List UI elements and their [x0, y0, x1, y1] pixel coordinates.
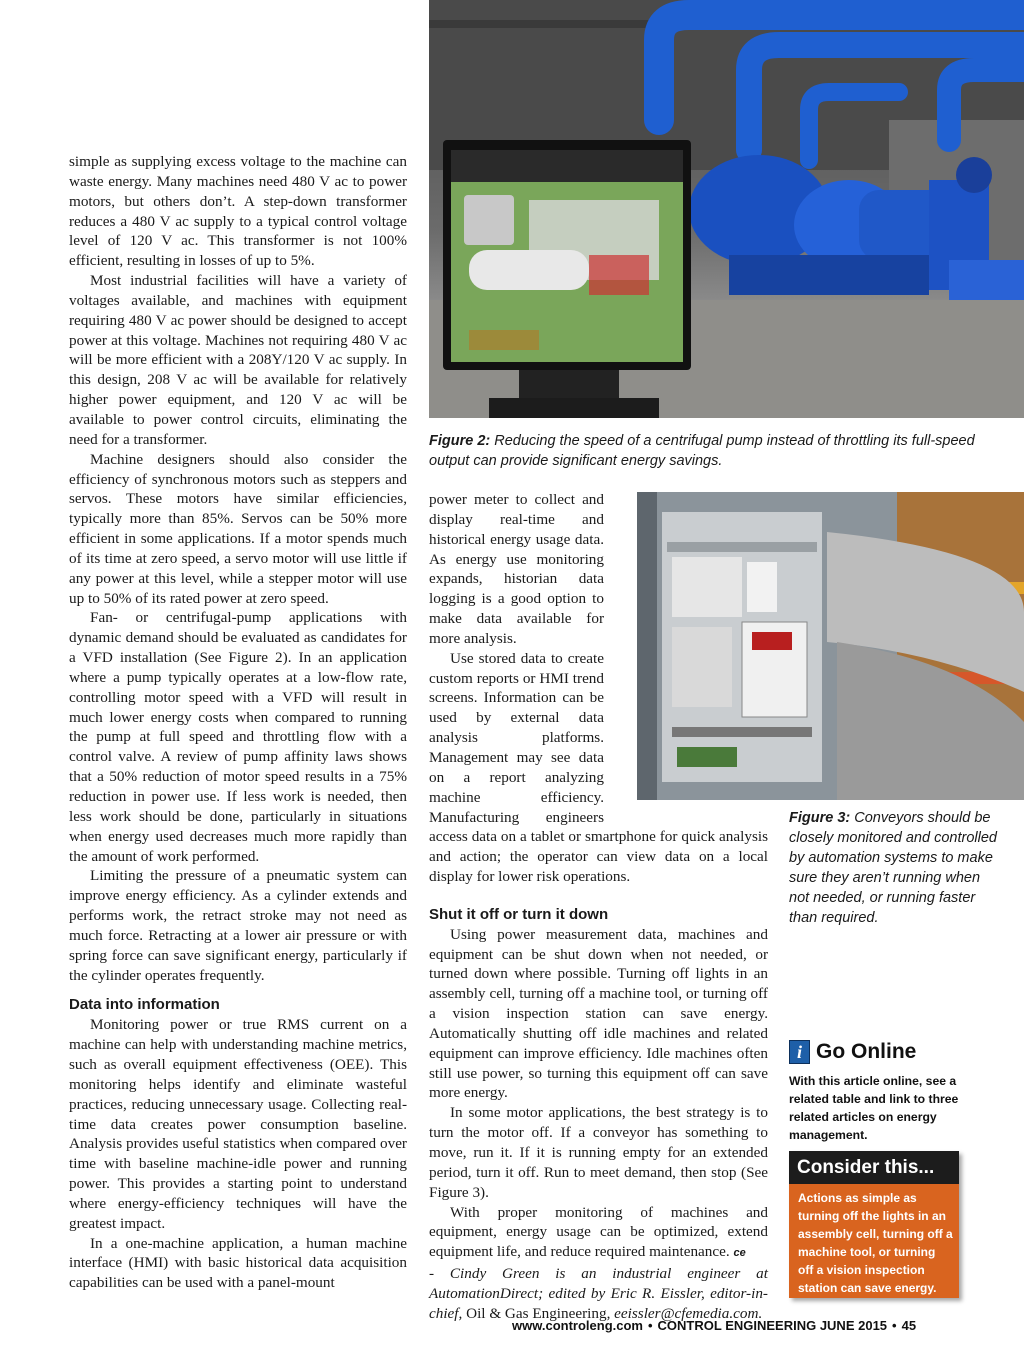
consider-this-body: Actions as simple as turning off the lights in an assembly cell, turning off a machine tool, or turning off a vision inspection station can save energy.	[798, 1191, 953, 1295]
control-cabinet-illustration	[637, 492, 1024, 800]
footer-url: www.controleng.com	[512, 1318, 643, 1333]
byline-plain: Oil & Gas Engineering,	[462, 1304, 615, 1322]
footer-publication: CONTROL ENGINEERING JUNE 2015	[657, 1318, 888, 1333]
paragraph: Limiting the pressure of a pneumatic system can improve energy efficiency. As a cylinder extends and performs work, the retract stroke may not need as much force. Retracting at a lower air pressure or with spring force can save significant energy, particularly if the cylinder operates frequently.	[69, 867, 407, 984]
figure-label: Figure 2:	[429, 433, 491, 449]
figure-label: Figure 3:	[789, 810, 851, 826]
go-online-header	[789, 1040, 979, 1064]
section-heading: Shut it off or turn it down	[429, 905, 609, 923]
page-number: 45	[901, 1318, 917, 1333]
go-online-title: Go Online	[816, 1040, 917, 1063]
caption-text: Conveyors should be closely monitored and controlled by automation systems to make sure they aren’t running when not needed, or running faster than required.	[789, 810, 997, 926]
paragraph: simple as supplying excess voltage to the machine can waste energy. Many machines need 480 V ac to power motors, but others don’t. A step-down transformer reduces a 480 V ac supply to a typical control voltage level of 120 V ac. This transformer is not 100% efficient, resulting in losses of up to 5%.	[69, 153, 407, 270]
caption-text: Reducing the speed of a centrifugal pump instead of throttling its full-speed output can provide significant energy savings.	[429, 433, 975, 469]
consider-this-title: Consider this...	[789, 1151, 959, 1184]
end-mark: ce	[733, 1247, 746, 1260]
paragraph-text: With proper monitoring of machines and equipment, energy usage can be optimized, extend equipment life, and reduce required maintenance.	[429, 1203, 768, 1261]
paragraph	[429, 1203, 768, 1265]
paragraph: Use stored data to create custom reports or HMI trend screens. Information can be used by external data analysis platforms. Management may see data on a report analyzing machine efficiency. Manufacturing engineers access data on a tablet or smartphone for quick analysis and action; the operator can view data on a local display for lower risk operations.	[429, 649, 768, 886]
paragraph: In some motor applications, the best strategy is to turn the motor off. If a conveyor has something to move, run it. If it is running empty for an extended period, turn it off. Run to meet demand, then stop (See Figure 3).	[429, 1104, 768, 1201]
figure-3-caption	[789, 808, 1004, 928]
paragraph: Fan- or centrifugal-pump applications with dynamic demand should be evaluated as candidates for a VFD installation (See Figure 2). In an application where a pump typically operates at a low-flow rate, controlling motor speed with a VFD will result in much lower energy costs when compared to running the pump at full speed and throttling flow with a control valve. A review of pump affinity laws shows that a 50% reduction of motor speed results in a 75% reduction in power use. If less work is needed, then less work should be done, particularly in situations when energy used decreases much more rapidly than the amount of work performed.	[69, 609, 407, 865]
info-icon: i	[789, 1040, 810, 1064]
consider-this-box	[789, 1151, 959, 1298]
paragraph: Using power measurement data, machines and equipment can be shut down when not needed, or turned down where possible. Turning off lights in an assembly cell, turning off a machine tool, or turning off a vision inspection station can save energy. Automatically shutting off idle machines and related equipment can improve efficiency. Idle machines often still use power, so turning this equipment off can save more energy.	[429, 925, 768, 1102]
figure-2-caption	[429, 431, 989, 471]
figure-2-photo	[429, 0, 1024, 418]
byline-email: eeissler@cfemedia.com.	[614, 1304, 763, 1322]
figure-3-photo	[637, 492, 1024, 800]
page-footer	[512, 1318, 962, 1333]
pump-room-illustration	[429, 0, 1024, 418]
author-byline	[429, 1264, 768, 1324]
paragraph: Monitoring power or true RMS current on a machine can help with understanding machine metrics, such as overall equipment effectiveness (OEE). This monitoring helps identify and eliminate wasteful practices, reducing unnecessary usage. Collecting real-time data creates power consumption baseline. Analysis provides useful statistics when compared over time with baseline machine-idle power and running power. This provides a starting point to understand where energy-efficiency techniques will have the greatest impact.	[69, 1016, 407, 1232]
paragraph: Machine designers should also consider the efficiency of synchronous motors such as steppers and servos. These motors have similar efficiencies, typically more than 85%. Servos can be 50% more efficient in some applications. If a motor spends much of its time at zero speed, a servo motor will use little if any power at this level, while a stepper motor will use up to 50% of its rated power at zero speed.	[69, 450, 407, 607]
bullet-separator: •	[892, 1318, 897, 1333]
go-online-sidebar	[789, 1040, 979, 1144]
bullet-separator: •	[647, 1318, 653, 1333]
paragraph: power meter to collect and display real-time and historical energy usage data. As energy use monitoring expands, historian data logging is a good option to make data available for more analysis.	[429, 491, 604, 647]
go-online-body: With this article online, see a related table and link to three related articles on energy management.	[789, 1074, 959, 1142]
byline-italic: - Cindy Green is an industrial engineer at AutomationDirect; edited by Eric R. Eissler, editor-in-chief,	[429, 1265, 768, 1322]
paragraph: In a one-machine application, a human machine interface (HMI) with basic historical data acquisition capabilities can be used with a panel-mount	[69, 1234, 407, 1292]
paragraph: Most industrial facilities will have a variety of voltages available, and machines with equipment requiring 480 V ac power should be designed to accept power at this voltage. Machines not requiring 480 V ac will be more efficient with a 208Y/120 V ac supply. In this design, 208 V ac will be available for relatively higher power equipment, and 120 V ac will be available to power control circuits, eliminating the need for a transformer.	[69, 272, 407, 448]
article-column-1	[69, 152, 407, 1293]
section-heading: Data into information	[69, 996, 220, 1014]
